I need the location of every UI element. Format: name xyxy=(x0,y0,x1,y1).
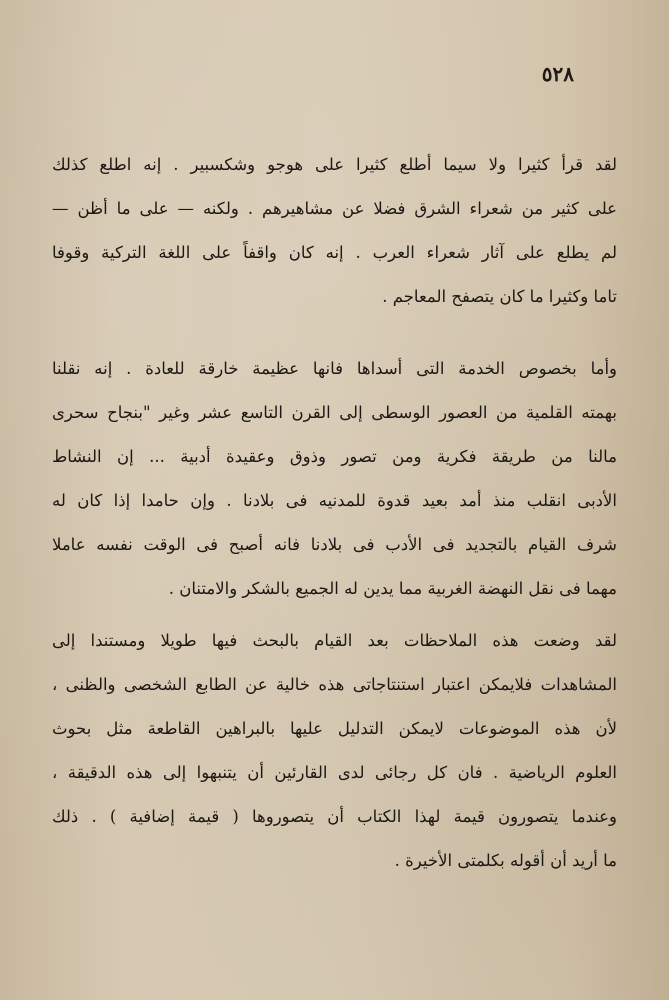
page-number: ٥٢٨ xyxy=(541,62,574,86)
text-line: وعندما يتصورون قيمة لهذا الكتاب أن يتصوروها ( قيمة إضافية ) . ذلك xyxy=(52,807,617,826)
text-line: لأن هذه الموضوعات لايمكن التدليل عليها بالبراهين القاطعة مثل بحوث xyxy=(52,719,617,738)
text-line: المشاهدات فلايمكن اعتبار استنتاجاتى هذه خالية عن الطابع الشخصى والظنى ، xyxy=(52,675,617,694)
text-line: بهمته القلمية من العصور الوسطى إلى القرن التاسع عشر وغير "بنجاح سحرى xyxy=(52,403,617,422)
text-line: لم يطلع على آثار شعراء العرب . إنه كان واقفاً على اللغة التركية وقوفا xyxy=(52,243,617,262)
text-line: على كثير من شعراء الشرق فضلا عن مشاهيرهم . ولكنه — على ما أظن — xyxy=(52,199,617,218)
text-line: وأما بخصوص الخدمة التى أسداها فانها عظيمة خارقة للعادة . إنه نقلنا xyxy=(52,359,617,378)
text-line: العلوم الرياضية . فان كل رجائى لدى القارئين أن يتنبهوا إلى هذه الدقيقة ، xyxy=(52,763,617,782)
text-line: تاما وكثيرا ما كان يتصفح المعاجم . xyxy=(382,287,617,306)
text-line: لقد قرأ كثيرا ولا سيما أطلع كثيرا على هوجو وشكسبير . إنه اطلع كذلك xyxy=(52,155,617,174)
text-line: ما أريد أن أقوله بكلمتى الأخيرة . xyxy=(394,851,617,870)
text-line: مهما فى نقل النهضة الغربية مما يدين له الجميع بالشكر والامتنان . xyxy=(168,579,617,598)
paragraph-2 xyxy=(52,347,617,611)
text-line: الأدبى انقلب منذ أمد بعيد قدوة للمدنيه فى بلادنا . وإن حامدا إذا كان له xyxy=(52,491,617,510)
paragraph-3 xyxy=(52,619,617,883)
text-line: شرف القيام بالتجديد فى الأدب فى بلادنا فانه أصبح فى الوقت نفسه عاملا xyxy=(52,535,617,554)
text-line: لقد وضعت هذه الملاحظات بعد القيام بالبحث فيها طويلا ومستندا إلى xyxy=(52,631,617,650)
paragraph-1 xyxy=(52,143,617,319)
text-line: مالنا من طريقة فكرية ومن تصور وذوق وعقيدة أدبية ... إن النشاط xyxy=(52,447,617,466)
